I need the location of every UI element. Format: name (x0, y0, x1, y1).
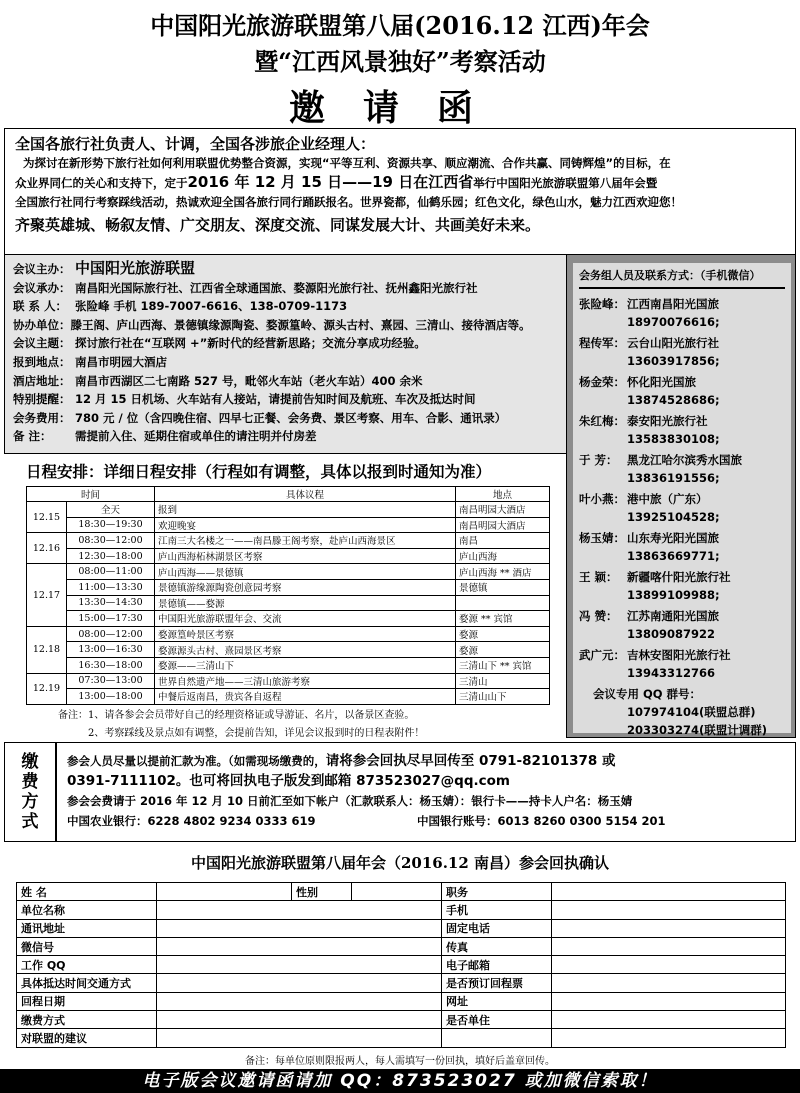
schedule-agenda: 婺源篁岭景区考察 (155, 626, 456, 642)
schedule-note-2: 2、考察踩线及景点如有调整，会提前告知，详见会议报到时的日程表附件！ (88, 728, 425, 739)
schedule-row (27, 533, 550, 549)
receipt-label: 固定电话 (442, 919, 552, 937)
meeting-info (4, 254, 570, 454)
schedule-body (27, 502, 550, 705)
schedule-agenda: 庐山西海柘林湖景区考察 (155, 548, 456, 564)
schedule-row (27, 517, 550, 533)
title-line-2: 暨“江西风景独好”考察活动 (254, 47, 546, 76)
qq-group-title: 会议专用 QQ 群号： (593, 687, 702, 701)
schedule-date: 12.19 (27, 673, 67, 704)
schedule-row (27, 611, 550, 627)
title-line-1: 中国阳光旅游联盟第八届(2016.12 江西)年会 (150, 11, 650, 40)
receipt-field[interactable] (157, 937, 442, 955)
schedule-time: 11:00—13:30 (67, 579, 155, 595)
contact-phone: 13943312766 (627, 666, 716, 680)
contact-name: 武广元： (579, 648, 625, 662)
contact-phone: 13874528686; (627, 393, 720, 407)
receipt-label: 工作 QQ (17, 956, 157, 974)
qq-group-number: 107974104(联盟总群) (627, 705, 756, 719)
contact-name: 张险峰： (579, 297, 625, 311)
contacts-title: 会务组人员及联系方式：（手机微信） (579, 267, 785, 289)
schedule-place: 三清山下 ** 宾馆 (456, 657, 550, 673)
contact-entry (579, 412, 785, 430)
event-date: 2016 年 12 月 15 日——19 日在江西省 (187, 173, 474, 191)
schedule-time: 08:00—11:00 (67, 564, 155, 580)
intro-heading: 全国各旅行社负责人、计调，全国各涉旅企业经理人： (15, 135, 376, 153)
schedule-row (27, 626, 550, 642)
contact-phone: 18970076616; (627, 315, 720, 329)
contact-entry (579, 646, 785, 664)
receipt-label: 回程日期 (17, 992, 157, 1010)
receipt-label: 性别 (292, 883, 352, 901)
info-tip: 特别提醒： 12 月 15 日机场、火车站有人接站，请提前告知时间及航班、车次及抵达时间 (13, 392, 476, 407)
payment-line-1: 参会人员尽量以提前汇款为准。（如需现场缴费的，请将参会回执尽早回传至 0791-82101378 或 (67, 753, 616, 769)
payment-body (67, 751, 791, 831)
payment-section (4, 742, 796, 842)
schedule-row (27, 502, 550, 518)
schedule-table (26, 486, 550, 705)
receipt-row (17, 937, 786, 955)
receipt-label: 缴费方式 (17, 1011, 157, 1029)
contact-entry (579, 607, 785, 625)
schedule-time: 08:00—12:00 (67, 626, 155, 642)
receipt-label: 手机 (442, 901, 552, 919)
schedule-agenda: 婺源——三清山下 (155, 657, 456, 673)
contact-phone: 13583830108; (627, 432, 720, 446)
receipt-label: 传真 (442, 937, 552, 955)
receipt-row (17, 919, 786, 937)
contact-org: 云台山阳光旅行社 (627, 336, 719, 350)
contact-phone: 13899109988; (627, 588, 720, 602)
intro-paragraph-1: 为探讨在新形势下旅行社如何利用联盟优势整合资源，实现“平等互利、资源共享、顺应潮流、合作共赢、同铸辉煌”的目标，在 (23, 156, 671, 170)
info-checkin: 报到地点： 南昌市明园大酒店 (13, 354, 167, 369)
schedule-time: 12:30—18:00 (67, 548, 155, 564)
contact-phone: 13925104528; (627, 510, 720, 524)
schedule-row (27, 657, 550, 673)
intro-p2-end: 举行中国阳光旅游联盟第八届年会暨 (473, 176, 658, 190)
receipt-label: 通讯地址 (17, 919, 157, 937)
schedule-date: 12.18 (27, 626, 67, 673)
contact-name: 朱红梅： (579, 414, 625, 428)
schedule-agenda: 世界自然遗产地——三清山旅游考察 (155, 673, 456, 689)
receipt-field[interactable] (157, 992, 442, 1010)
contact-entry (579, 373, 785, 391)
schedule-time: 15:00—17:30 (67, 611, 155, 627)
invitation-header (0, 0, 800, 129)
intro-paragraph-3: 全国旅行社同行考察踩线活动，热诚欢迎全国各旅行同行踊跃报名。世界瓷都，仙鹤乐园；红色文化，绿色山水，魅力江西欢迎您！ (15, 195, 682, 209)
contact-name: 杨金荣： (579, 375, 625, 389)
schedule-title: 日程安排：详细日程安排（行程如有调整，具体以报到时通知为准） (26, 463, 492, 481)
receipt-body (17, 883, 786, 1048)
schedule-agenda: 景德镇——婺源 (155, 595, 456, 611)
schedule-place: 庐山西海 ** 酒店 (456, 564, 550, 580)
schedule-time: 全天 (67, 502, 155, 518)
schedule-agenda: 欢迎晚宴 (155, 517, 456, 533)
schedule-place: 婺源 (456, 626, 550, 642)
schedule-place: 庐山西海 (456, 548, 550, 564)
receipt-field[interactable] (552, 974, 786, 992)
receipt-label: 网址 (442, 992, 552, 1010)
schedule-time: 13:00—18:00 (67, 689, 155, 705)
receipt-note: 备注：每单位原则限报两人，每人需填写一份回执，填好后盖章回传。 (245, 1056, 555, 1067)
contact-org: 新疆喀什阳光旅行社 (627, 570, 731, 584)
contact-name: 冯 赞： (579, 609, 618, 623)
contact-org: 港中旅（广东） (627, 492, 708, 506)
contact-org: 吉林安图阳光旅行社 (627, 648, 731, 662)
contact-entry (579, 490, 785, 508)
schedule-agenda: 景德镇游缘源陶瓷创意园考察 (155, 579, 456, 595)
contact-phone: 13809087922 (627, 627, 716, 641)
payment-accounts (67, 811, 791, 831)
contact-entry (579, 334, 785, 352)
schedule-row (27, 548, 550, 564)
schedule-row (27, 689, 550, 705)
schedule-row (27, 564, 550, 580)
info-host: 会议主办： 中国阳光旅游联盟 (13, 259, 196, 277)
schedule-agenda: 中餐后返南昌，贵宾各自返程 (155, 689, 456, 705)
info-hotel: 酒店地址： 南昌市西湖区二七南路 527 号，毗邻火车站（老火车站）400 余米 (13, 373, 423, 388)
contact-phone: 13836191556; (627, 471, 720, 485)
receipt-label: 微信号 (17, 937, 157, 955)
contact-phone: 13863669771; (627, 549, 720, 563)
schedule-header-time: 时间 (27, 487, 155, 502)
receipt-field[interactable] (552, 883, 786, 901)
contact-entry (579, 451, 785, 469)
schedule-place: 景德镇 (456, 579, 550, 595)
receipt-label: 具体抵达时间交通方式 (17, 974, 157, 992)
contact-name: 杨玉婧： (579, 531, 625, 545)
schedule-time: 07:30—13:00 (67, 673, 155, 689)
schedule-header-row (27, 487, 550, 502)
contact-entry (579, 568, 785, 586)
contacts-inner (573, 263, 791, 737)
contact-org: 江苏南通阳光国旅 (627, 609, 719, 623)
payment-label: 缴 费 方 式 (5, 743, 57, 841)
schedule-row (27, 595, 550, 611)
contact-name: 于 芳： (579, 453, 618, 467)
contacts-list (579, 295, 785, 682)
contacts-panel (566, 254, 796, 738)
receipt-field[interactable] (157, 956, 442, 974)
info-fee: 会务费用： 780 元 / 位（含四晚住宿、四早七正餐、会务费、景区考察、用车、合影、通讯录） (13, 410, 507, 425)
schedule-place: 婺源 (456, 642, 550, 658)
payment-line-3: 参会会费请于 2016 年 12 月 10 日前汇至如下帐户（汇款联系人：杨玉婧）：银行卡——持卡人户名：杨玉婧 (67, 794, 633, 808)
schedule-agenda: 江南三大名楼之一——南昌滕王阁考察，赴庐山西海景区 (155, 533, 456, 549)
intro-p2-start: 众业界同仁的关心和支持下，定于 (15, 176, 188, 190)
receipt-row (17, 992, 786, 1010)
contact-org: 江西南昌阳光国旅 (627, 297, 719, 311)
receipt-row (17, 1011, 786, 1029)
schedule-place: 三清山山下 (456, 689, 550, 705)
schedule-row (27, 642, 550, 658)
receipt-field[interactable] (552, 992, 786, 1010)
schedule-place: 南昌明园大酒店 (456, 502, 550, 518)
boc-account: 中国银行账号：6013 8260 0300 5154 201 (417, 814, 666, 828)
receipt-row (17, 883, 786, 901)
receipt-title: 中国阳光旅游联盟第八届年会（2016.12 南昌）参会回执确认 (190, 854, 610, 872)
schedule-place (456, 595, 550, 611)
abc-account: 中国农业银行：6228 4802 9234 0333 619 (67, 814, 316, 828)
receipt-label: 对联盟的建议 (17, 1029, 157, 1047)
contact-org: 泰安阳光旅行社 (627, 414, 708, 428)
schedule-agenda: 报到 (155, 502, 456, 518)
schedule-row (27, 579, 550, 595)
schedule-time: 16:30—18:00 (67, 657, 155, 673)
receipt-row (17, 956, 786, 974)
receipt-form (16, 882, 786, 1048)
schedule-place: 三清山 (456, 673, 550, 689)
contact-name: 叶小燕： (579, 492, 625, 506)
schedule-date: 12.17 (27, 564, 67, 626)
receipt-field[interactable] (157, 1011, 442, 1029)
title-invitation: 邀请函 (288, 87, 511, 129)
schedule-row (27, 673, 550, 689)
schedule-date: 12.16 (27, 533, 67, 564)
schedule-time: 18:30—19:30 (67, 517, 155, 533)
info-organizer: 会议承办： 南昌阳光国际旅行社、江西省全球通国旅、婺源阳光旅行社、抚州鑫阳光旅行社 (13, 280, 478, 295)
receipt-field[interactable] (352, 883, 442, 901)
receipt-label: 是否单住 (442, 1011, 552, 1029)
receipt-label: 电子邮箱 (442, 956, 552, 974)
contact-org: 山东寿光阳光国旅 (627, 531, 719, 545)
intro-section (4, 128, 796, 254)
schedule-agenda: 婺源源头古村、熹园景区考察 (155, 642, 456, 658)
receipt-label: 单位名称 (17, 901, 157, 919)
schedule-notes (58, 707, 424, 743)
receipt-label: 是否预订回程票 (442, 974, 552, 992)
schedule-time: 13:30—14:30 (67, 595, 155, 611)
receipt-field[interactable] (552, 937, 786, 955)
receipt-field[interactable] (157, 974, 442, 992)
info-contact: 联 系 人： 张险峰 手机 189-7007-6616、138-0709-1173 (13, 299, 348, 314)
receipt-field[interactable] (552, 1029, 786, 1047)
receipt-field[interactable] (552, 956, 786, 974)
schedule-time: 13:00—16:30 (67, 642, 155, 658)
schedule-note-1: 备注：1、请各参会会员带好自己的经理资格证或导游证、名片，以备景区查验。 (58, 710, 415, 721)
info-remark: 备 注： 需提前入住、延期住宿或单住的请注明并付房差 (13, 429, 317, 444)
schedule-place: 婺源 ** 宾馆 (456, 611, 550, 627)
receipt-label: 职务 (442, 883, 552, 901)
contact-org: 怀化阳光国旅 (627, 375, 696, 389)
receipt-row (17, 1029, 786, 1047)
info-assist: 协办单位：滕王阁、庐山西海、景德镇缘源陶瓷、婺源篁岭、源头古村、熹园、三清山、接待酒店等。 (13, 317, 531, 332)
receipt-field[interactable] (157, 919, 442, 937)
qq-group-number: 203303274(联盟计调群) (627, 723, 768, 737)
qq-group-list (579, 703, 785, 739)
schedule-agenda: 中国阳光旅游联盟年会、交流 (155, 611, 456, 627)
schedule-date: 12.15 (27, 502, 67, 533)
intro-paragraph-2 (15, 173, 785, 193)
footer-banner: 电子版会议邀请函请加 QQ：873523027 或加微信索取！ (0, 1069, 800, 1093)
schedule-header-agenda: 具体议程 (155, 487, 456, 502)
contact-name: 王 颖： (579, 570, 618, 584)
receipt-label: 姓 名 (17, 883, 157, 901)
receipt-field[interactable] (157, 901, 442, 919)
contact-entry (579, 529, 785, 547)
contact-org: 黑龙江哈尔滨秀水国旅 (627, 453, 742, 467)
receipt-row (17, 974, 786, 992)
schedule-time: 08:30—12:00 (67, 533, 155, 549)
info-theme: 会议主题： 探讨旅行社在“互联网 +”新时代的经营新思路；交流分享成功经验。 (13, 336, 426, 351)
receipt-field[interactable] (552, 901, 786, 919)
contact-name: 程传军： (579, 336, 625, 350)
receipt-field[interactable] (157, 1029, 442, 1047)
receipt-row (17, 901, 786, 919)
receipt-field[interactable] (552, 1011, 786, 1029)
host-name: 中国阳光旅游联盟 (75, 259, 196, 277)
contact-entry (579, 295, 785, 313)
receipt-field[interactable] (442, 1029, 552, 1047)
schedule-header-place: 地点 (456, 487, 550, 502)
payment-line-2: 0391-7111102。也可将回执电子版发到邮箱 873523027@qq.com (67, 773, 510, 789)
schedule-place: 南昌 (456, 533, 550, 549)
schedule-place: 南昌明园大酒店 (456, 517, 550, 533)
intro-slogan: 齐聚英雄城、畅叙友情、广交朋友、深度交流、同谋发展大计、共画美好未来。 (15, 216, 541, 234)
receipt-field[interactable] (552, 919, 786, 937)
schedule-agenda: 庐山西海——景德镇 (155, 564, 456, 580)
receipt-field[interactable] (157, 883, 292, 901)
contact-phone: 13603917856; (627, 354, 720, 368)
